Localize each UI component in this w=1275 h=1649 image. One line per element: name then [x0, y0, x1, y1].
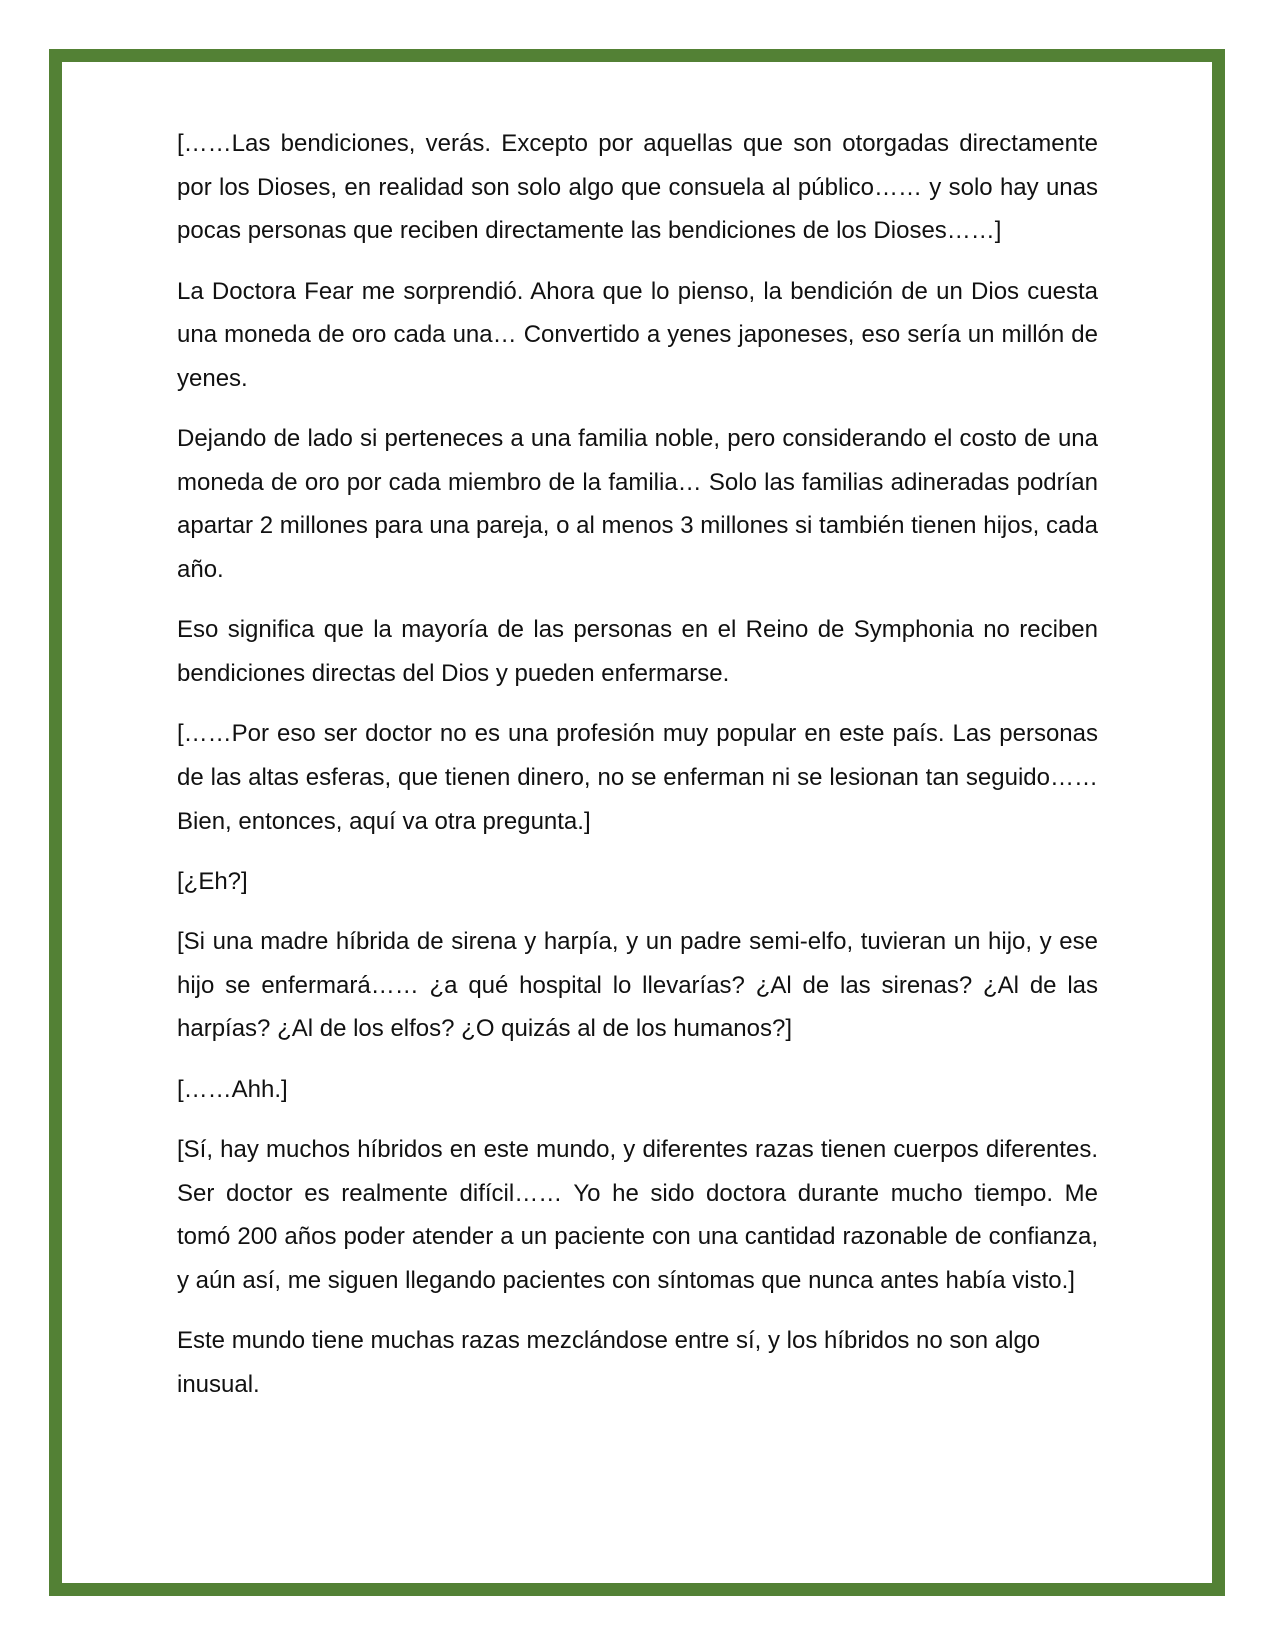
- paragraph-ahh: [……Ahh.]: [177, 1075, 288, 1103]
- document-body: [177, 122, 1098, 1423]
- paragraph-kingdom: Eso significa que la mayoría de las personas en el Reino de Symphonia no reciben bendiciones directas del Dios y pueden enfermarse.: [177, 616, 1098, 687]
- paragraph-noble-family: Dejando de lado si perteneces a una familia noble, pero considerando el costo de una moneda de oro por cada miembro de la familia… Solo las familias adineradas podrían apartar 2 millones para una pareja, o al menos 3 millones si también tienen hijos, cada año.: [177, 425, 1098, 583]
- paragraph-eh: [¿Eh?]: [177, 867, 248, 895]
- paragraph-hybrid-question: [Si una madre híbrida de sirena y harpía, y un padre semi-elfo, tuvieran un hijo, y ese hijo se enfermará…… ¿a qué hospital lo llevarías? ¿Al de las sirenas? ¿Al de las harpías? ¿Al de los elfos? ¿O quizás al de los humanos?]: [177, 928, 1098, 1043]
- paragraph-doctor-fear: La Doctora Fear me sorprendió. Ahora que lo pienso, la bendición de un Dios cuesta una moneda de oro cada una… Convertido a yenes japoneses, eso sería un millón de yenes.: [177, 277, 1098, 392]
- paragraph-mixing-races: Este mundo tiene muchas razas mezclándose entre sí, y los híbridos no son algo inusual.: [177, 1327, 1041, 1399]
- paragraph-profession: [……Por eso ser doctor no es una profesión muy popular en este país. Las personas de las altas esferas, que tienen dinero, no se enferman ni se lesionan tan seguido…… Bien, entonces, aquí va otra pregunta.]: [177, 720, 1098, 835]
- paragraph-blessings: [……Las bendiciones, verás. Excepto por aquellas que son otorgadas directamente por los Dioses, en realidad son solo algo que consuela al público…… y solo hay unas pocas personas que reciben directamente las bendiciones de los Dioses……]: [177, 130, 1098, 245]
- paragraph-many-hybrids: [Sí, hay muchos híbridos en este mundo, y diferentes razas tienen cuerpos diferentes. Ser doctor es realmente difícil…… Yo he sido doctora durante mucho tiempo. Me tomó 200 años poder atender a un paciente con una cantidad razonable de confianza, y aún así, me siguen llegando pacientes con síntomas que nunca antes había visto.]: [177, 1136, 1098, 1295]
